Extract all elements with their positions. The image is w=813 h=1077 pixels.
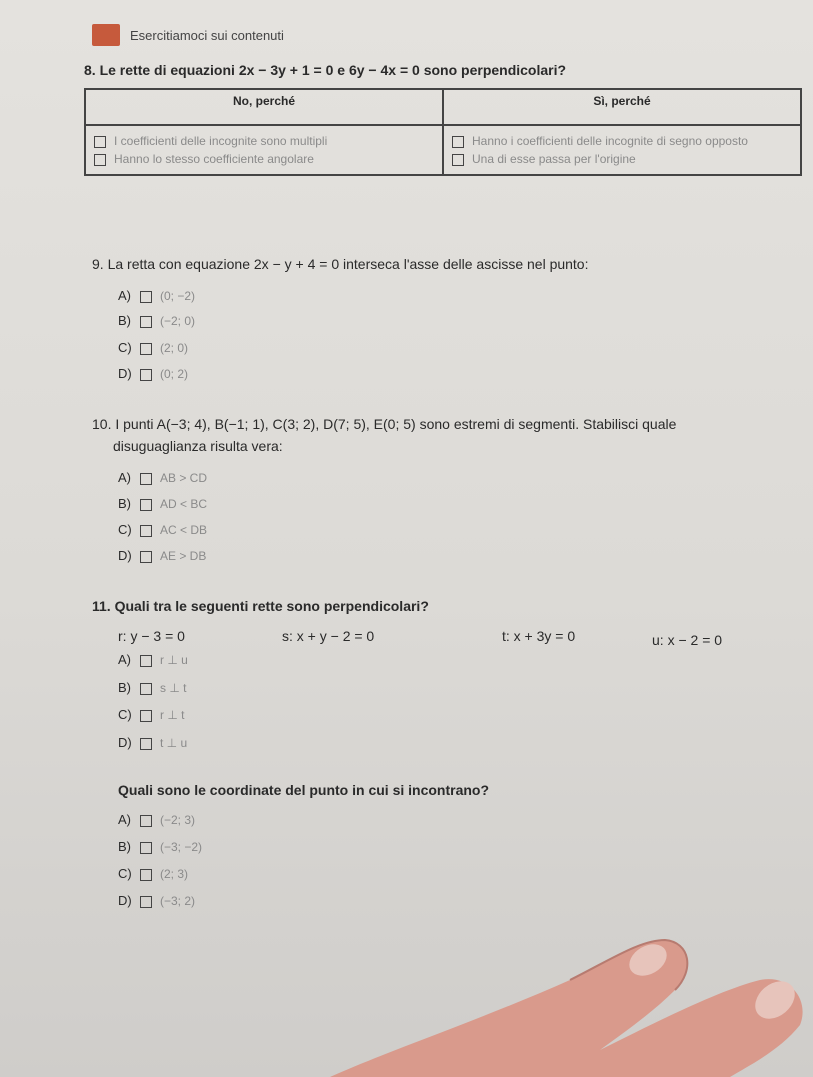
q8-no-cell [85, 125, 443, 175]
checkbox-icon[interactable] [140, 525, 152, 537]
q11-option-d[interactable]: D) t ⊥ u [118, 735, 188, 750]
q11-option-c[interactable]: C) r ⊥ t [118, 707, 185, 722]
q10-option-a[interactable]: A) AB > CD [118, 470, 208, 485]
q8-title [84, 62, 566, 78]
checkbox-icon[interactable] [140, 499, 152, 511]
q10-option-b[interactable]: B) AD < BC [118, 496, 208, 511]
q11-option-a[interactable]: A) r ⊥ u [118, 652, 188, 667]
q10-option-c[interactable]: C) AC < DB [118, 522, 208, 537]
q8-table [84, 88, 802, 176]
q8-number: 8. [84, 62, 96, 78]
q9-option-a[interactable]: A) (0; −2) [118, 288, 196, 303]
checkbox-icon[interactable] [140, 316, 152, 328]
q8-col-no: No, perché [85, 89, 443, 125]
checkbox-icon[interactable] [140, 815, 152, 827]
hand-photo [330, 900, 813, 1077]
checkbox-icon[interactable] [140, 738, 152, 750]
q11b-option-d[interactable]: D) (−3; 2) [118, 893, 196, 908]
line-r: r: y − 3 = 0 [118, 628, 185, 644]
q11b-option-b[interactable]: B) (−3; −2) [118, 839, 203, 854]
checkbox-icon[interactable] [452, 136, 464, 148]
checkbox-icon[interactable] [140, 842, 152, 854]
q10-question-cont: disuguaglianza risulta vera: [113, 438, 283, 454]
checkbox-icon[interactable] [140, 710, 152, 722]
q8-col-si: Sì, perché [443, 89, 801, 125]
checkbox-icon[interactable] [94, 136, 106, 148]
line-t: t: x + 3y = 0 [502, 628, 576, 644]
checkbox-icon[interactable] [140, 369, 152, 381]
q10-option-d[interactable]: D) AE > DB [118, 548, 207, 563]
q9-option-b[interactable]: B) (−2; 0) [118, 313, 196, 328]
q11b-option-c[interactable]: C) (2; 3) [118, 866, 189, 881]
q8-no-option[interactable]: I coefficienti delle incognite sono multipli [94, 134, 434, 148]
checkbox-icon[interactable] [140, 551, 152, 563]
section-header: Esercitiamoci sui contenuti [130, 28, 284, 43]
checkbox-icon[interactable] [94, 154, 106, 166]
q9-option-c[interactable]: C) (2; 0) [118, 340, 189, 355]
q11-question2: Quali sono le coordinate del punto in cui si incontrano? [118, 782, 490, 798]
q8-no-option[interactable]: Hanno lo stesso coefficiente angolare [94, 152, 434, 166]
q8-question: Le rette di equazioni 2x − 3y + 1 = 0 e 6y − 4x = 0 sono perpendicolari? [99, 62, 567, 78]
q8-si-option[interactable]: Hanno i coefficienti delle incognite di segno opposto [452, 134, 792, 148]
checkbox-icon[interactable] [140, 291, 152, 303]
q11b-option-a[interactable]: A) (−2; 3) [118, 812, 196, 827]
checkbox-icon[interactable] [140, 683, 152, 695]
line-s: s: x + y − 2 = 0 [282, 628, 375, 644]
book-logo-icon [92, 24, 120, 46]
q8-si-cell [443, 125, 801, 175]
checkbox-icon[interactable] [140, 655, 152, 667]
q8-si-option[interactable]: Una di esse passa per l'origine [452, 152, 792, 166]
q11-option-b[interactable]: B) s ⊥ t [118, 680, 187, 695]
q9-option-d[interactable]: D) (0; 2) [118, 366, 189, 381]
line-u: u: x − 2 = 0 [652, 632, 723, 648]
checkbox-icon[interactable] [140, 896, 152, 908]
q9-question: 9. La retta con equazione 2x − y + 4 = 0 interseca l'asse delle ascisse nel punto: [92, 256, 589, 272]
checkbox-icon[interactable] [452, 154, 464, 166]
checkbox-icon[interactable] [140, 343, 152, 355]
q10-question: 10. I punti A(−3; 4), B(−1; 1), C(3; 2), D(7; 5), E(0; 5) sono estremi di segmenti. Stabilisci quale [92, 416, 677, 432]
q11-question: 11. Quali tra le seguenti rette sono perpendicolari? [92, 598, 429, 614]
checkbox-icon[interactable] [140, 473, 152, 485]
checkbox-icon[interactable] [140, 869, 152, 881]
